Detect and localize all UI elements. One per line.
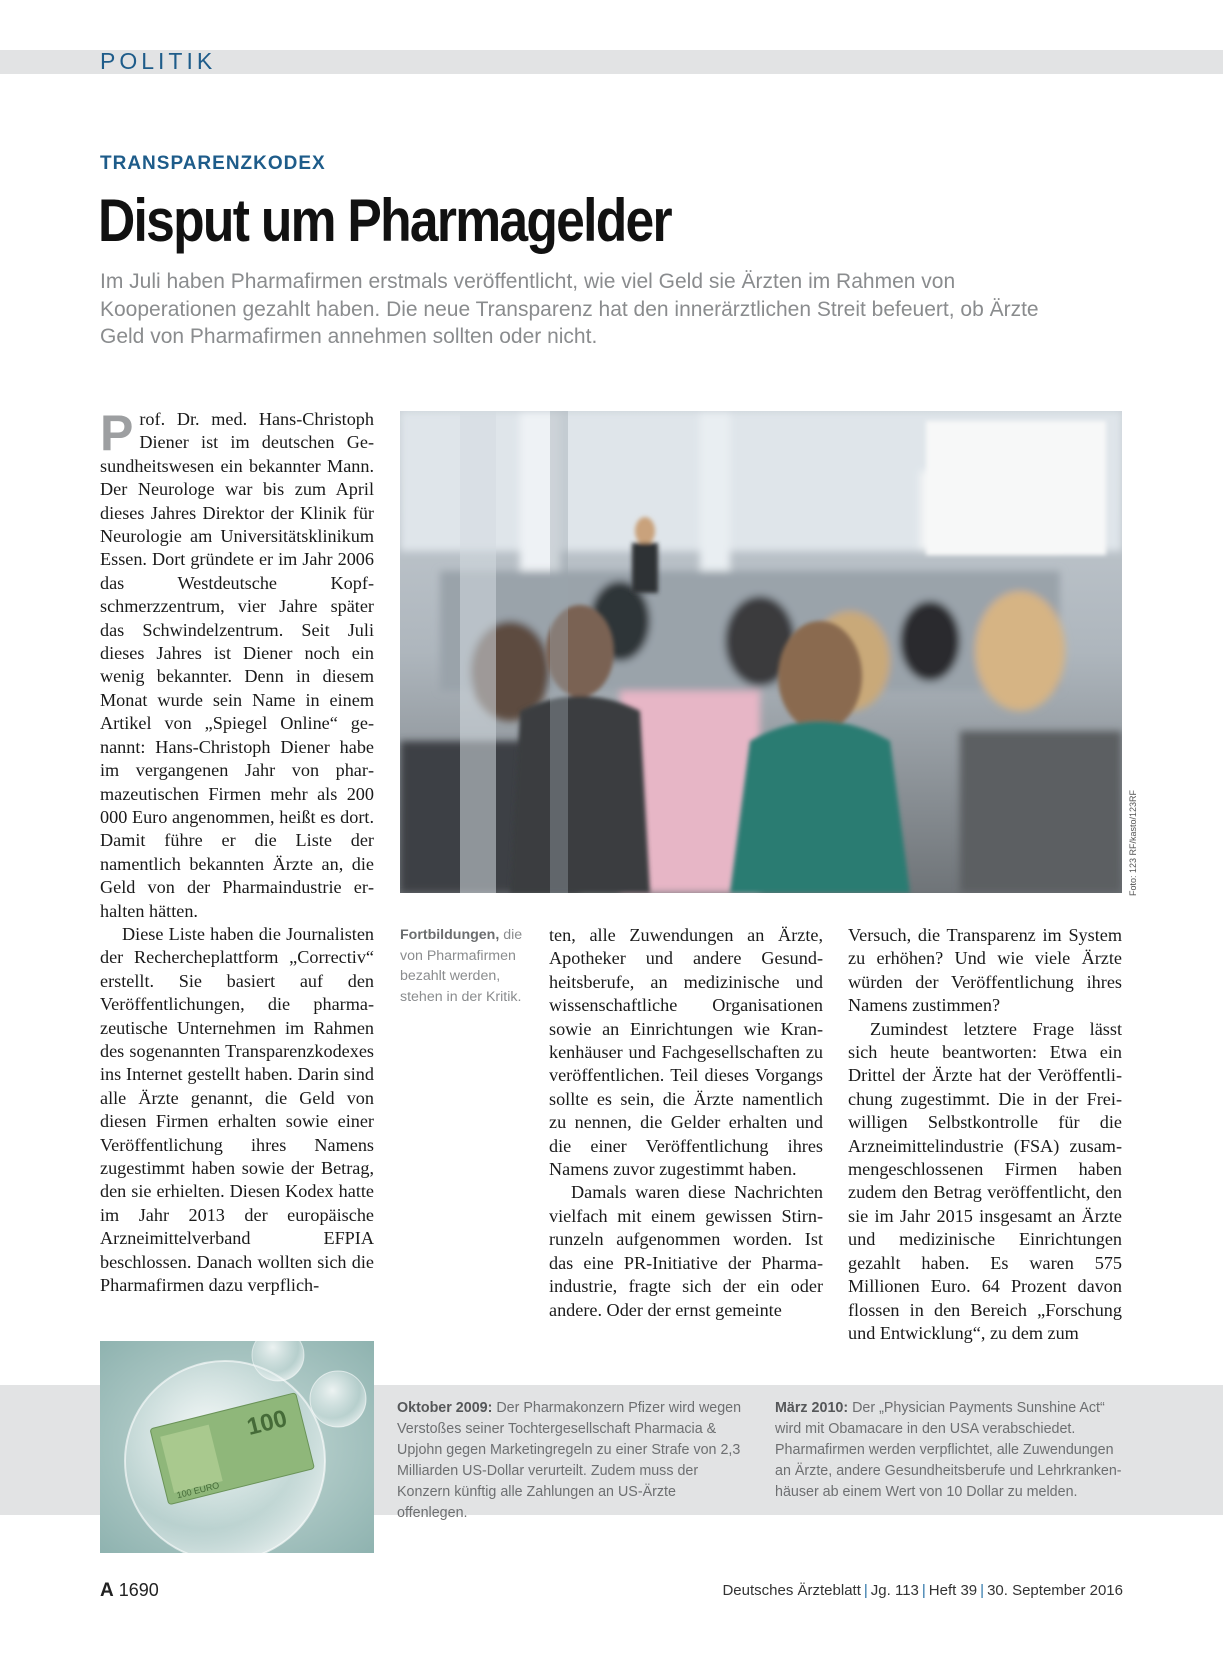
timeline-date: Oktober 2009: [397, 1400, 493, 1416]
paragraph: Diese Liste haben die Journalisten der Rechercheplattform „Correctiv“ erstellt. Sie basiert auf den Veröffentlichungen, die pharmazeutische Unternehmen im Rahmen des sogenannten Transparenzkodexes ins Internet gestellt haben. Darin sind alle Ärzte genannt, die Geld von diesen Firmen erhalten sowie einer Veröffentlichung ihres Namens zugestimmt haben sowie der Betrag, den sie erhielten. Diesen Kodex hatte im Jahr 2013 der europäische Arzneimittelverband EFPIA beschlossen. Danach wollten sich die Pharmafirmen dazu verpflich- [100, 923, 374, 1296]
banknote-label: 100 EURO [175, 1480, 221, 1501]
paragraph [100, 405, 374, 923]
paragraph: Damals waren diese Nachrichten vielfach mit einem gewissen Stirnrunzeln aufgenommen worden. Ist das eine PR-Initiative der Pharmaindustrie, fragte sich der ein oder andere. Oder der ernst gemeinte [549, 1182, 823, 1320]
caption-lead: Fortbildungen, [400, 927, 500, 943]
article-lead: Im Juli haben Pharmafirmen erstmals veröffentlicht, wie viel Geld sie Ärzten im Rahmen von Kooperationen gezahlt haben. Die neue Transparenz hat den innerärztlichen Streit befeuert, ob Ärzte Geld von Pharmafirmen annehmen sollten oder nicht. [100, 270, 1039, 348]
volume: Jg. 113 [870, 1582, 919, 1599]
projection-screen [926, 421, 1106, 555]
paragraph-text: rof. Dr. med. Hans-Christoph Diener ist im deutschen Gesundheitswesen ein bekannter Mann. Der Neurologe war bis zum April dieses Jahres Direktor der Klinik für Neurologie am Universitätsklinikum Essen. Dort gründete er im Jahr 2006 das Westdeutsche Kopfschmerzzentrum, vier Jahre später das Schwindelzentrum. Seit Juli dieses Jahres ist Diener noch ein wenig bekannter. Denn in diesem Monat wurde sein Name in einem Artikel von „Spiegel Online“ genannt: Hans-Christoph Diener habe im vergangenen Jahr von pharmazeutischen Firmen mehr als 200 000 Euro angenommen, heißt es dort. Damit führe er die Liste der namentlich bekannten Ärzte an, die Geld von der Pharmaindustrie erhalten hätten. [100, 409, 374, 921]
photo-credit: Foto: 123 RF/kasto/123RF [1128, 789, 1138, 896]
paragraph: Versuch, die Transparenz im System zu erhöhen? Und wie viele Ärzte würden der Veröffentlichung ihres Namens zustimmen? [848, 925, 1122, 1016]
separator: | [980, 1582, 985, 1599]
article-column-4 [848, 924, 1122, 1345]
footer-citation [722, 1582, 1123, 1599]
audience-lecture-image [400, 411, 1122, 893]
caption-text: die von Pharmafirmen bezahlt werden, stehen in der Kritik. [400, 927, 523, 1005]
banknote-value: 100 [244, 1405, 290, 1441]
timeline-text: Der „Physician Payments Sunshine Act“ wird mit Obamacare in den USA verabschiedet. Pharmafirmen werden verpflichtet, alle Zuwendungen an Ärzte, andere Gesundheitsberufe und Lehrkrankenhäuser ab einem Wert von 10 Dollar zu melden. [775, 1400, 1122, 1500]
section-label: POLITIK [100, 48, 217, 74]
drop-cap: P [100, 405, 134, 461]
issue: Heft 39 [928, 1582, 978, 1599]
banknote-bubble-image [100, 1341, 374, 1553]
page-number [100, 1580, 159, 1602]
article-headline: Disput um Pharmagelder [98, 187, 671, 254]
timeline-entry-2009 [397, 1398, 747, 1524]
timeline-text: Der Pharmakonzern Pfizer wird wegen Verstoßes seiner Tochtergesellschaft Pharmacia & Upjohn gegen Marketingregeln zu einer Strafe von 2,3 Milliarden US-Dollar verurteilt. Zudem muss der Konzern künftig alle Zahlungen an US-Ärzte offenlegen. [397, 1400, 742, 1521]
article-kicker: TRANSPARENZKODEX [100, 153, 326, 174]
article-column-3 [549, 924, 823, 1322]
article-column-1 [100, 405, 374, 1297]
issue-date: 30. September 2016 [987, 1582, 1123, 1599]
photo-caption [400, 925, 528, 1007]
separator: | [863, 1582, 868, 1599]
conference-photo [400, 411, 1122, 893]
page-prefix: A [100, 1580, 114, 1601]
timeline-date: März 2010: [775, 1400, 849, 1416]
paragraph: ten, alle Zuwendungen an Ärzte, Apotheker und andere Gesundheitsberufe, an medizinische und wissenschaftliche Organisationen sowie an Einrichtungen wie Krankenhäuser und Fachgesellschaften zu veröffentlichen. Teil dieses Vorgangs sollte es sein, die Ärzte namentlich zu nennen, die Gelder erhalten und die einer Veröffentlichung ihres Namens zuvor zugestimmt haben. [549, 925, 823, 1180]
paragraph: Zumindest letztere Frage lässt sich heute beantworten: Etwa ein Drittel der Ärzte hat der Veröffentlichung zugestimmt. Die in der Freiwilligen Selbstkontrolle für die Arzneimittelindustrie (FSA) zusammengeschlossenen Firmen haben zudem den Betrag veröffentlicht, den sie im Jahr 2015 insgesamt an Ärzte und medizinische Einrichtungen gezahlt haben. Es waren 575 Millionen Euro. 64 Prozent davon flossen in den Bereich „Forschung und Entwicklung“, zu dem zum [848, 1018, 1122, 1343]
separator: | [921, 1582, 926, 1599]
journal-name: Deutsches Ärzteblatt [722, 1582, 861, 1599]
timeline-entry-2010 [775, 1398, 1125, 1503]
page-number-value: 1690 [118, 1580, 159, 1600]
